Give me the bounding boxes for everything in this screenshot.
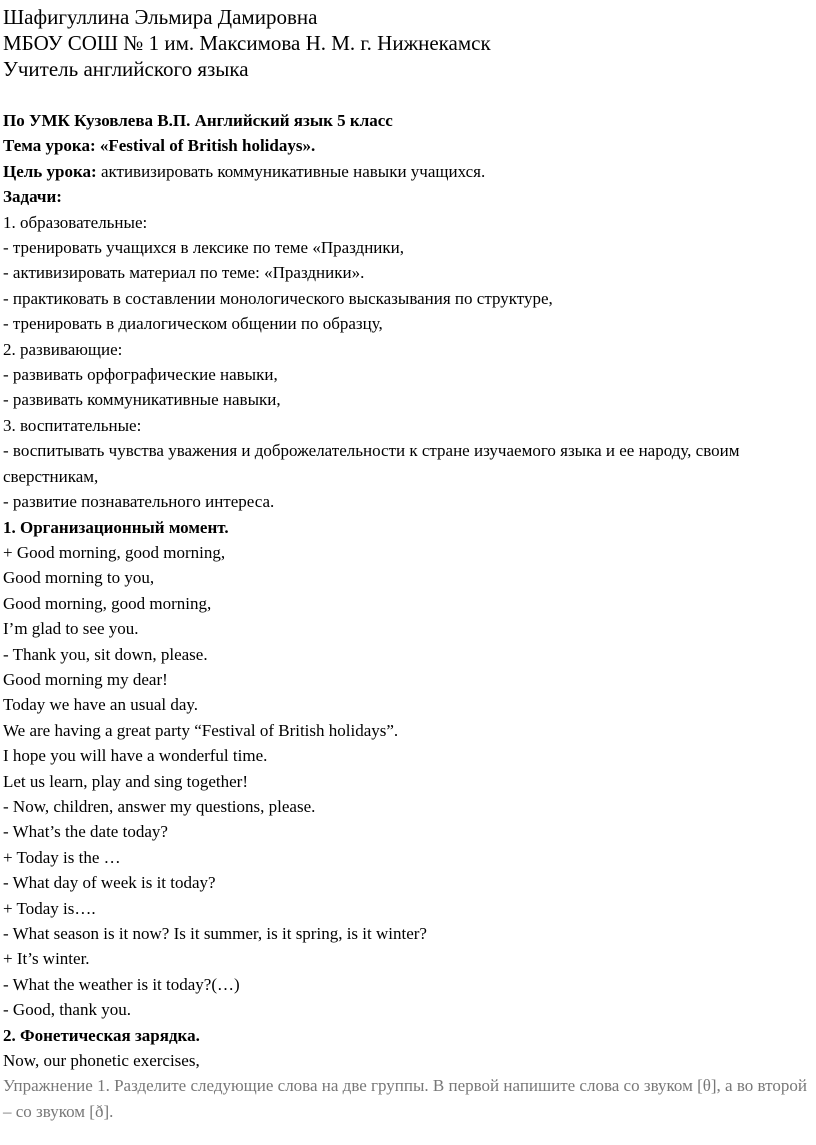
task-item: 2. развивающие: bbox=[3, 339, 123, 359]
goal-line bbox=[3, 159, 808, 184]
exercise-instruction: Упражнение 1. Разделите следующие слова на две группы. В первой напишите слова со звуком [θ], а во второй – со звуком [ð]. bbox=[3, 1076, 807, 1121]
tasks-label: Задачи: bbox=[3, 187, 62, 207]
dialogue-line: We are having a great party “Festival of British holidays”. bbox=[3, 720, 399, 740]
umk-text: По УМК Кузовлева В.П. Английский язык 5 класс bbox=[3, 111, 393, 130]
task-item: - развитие познавательного интереса. bbox=[3, 492, 275, 512]
dialogue-line: - Good, thank you. bbox=[3, 1000, 131, 1020]
dialogue-line: + Today is the … bbox=[3, 847, 121, 867]
task-item: - тренировать в диалогическом общении по образцу, bbox=[3, 314, 383, 334]
dialogue-line: I hope you will have a wonderful time. bbox=[3, 746, 268, 766]
school-name: МБОУ СОШ № 1 им. Максимова Н. М. г. Нижнекамск bbox=[3, 31, 491, 55]
dialogue-line: + It’s winter. bbox=[3, 949, 90, 969]
author-name: Шафигуллина Эльмира Дамировна bbox=[3, 5, 318, 29]
author-header bbox=[3, 4, 808, 82]
task-item: - тренировать учащихся в лексике по теме «Праздники, bbox=[3, 238, 405, 258]
goal-value: активизировать коммуникативные навыки учащихся. bbox=[100, 161, 486, 181]
section2-intro: Now, our phonetic exercises, bbox=[3, 1051, 200, 1071]
dialogue-line: - Thank you, sit down, please. bbox=[3, 644, 208, 664]
task-item: - практиковать в составлении монологического высказывания по структуре, bbox=[3, 288, 553, 308]
author-position: Учитель английского языка bbox=[3, 57, 249, 81]
section2-title: 2. Фонетическая зарядка. bbox=[3, 1025, 200, 1045]
task-item: 1. образовательные: bbox=[3, 212, 148, 232]
dialogue-line: - Now, children, answer my questions, please. bbox=[3, 796, 316, 816]
topic-label: Тема урока: bbox=[3, 136, 96, 156]
task-item: - активизировать материал по теме: «Праздники». bbox=[3, 263, 365, 283]
umk-line bbox=[3, 108, 808, 133]
dialogue-line: Good morning to you, bbox=[3, 568, 155, 588]
dialogue-line: - What season is it now? Is it summer, is it spring, is it winter? bbox=[3, 924, 427, 943]
topic-value: «Festival of British holidays». bbox=[99, 136, 316, 156]
dialogue-line: - What the weather is it today?(…) bbox=[3, 974, 240, 994]
task-item: - развивать орфографические навыки, bbox=[3, 365, 278, 385]
topic-line bbox=[3, 133, 808, 158]
dialogue-line: Let us learn, play and sing together! bbox=[3, 771, 249, 791]
dialogue-line: - What day of week is it today? bbox=[3, 873, 216, 893]
dialogue-line: Today we have an usual day. bbox=[3, 695, 199, 715]
dialogue-line: Good morning, good morning, bbox=[3, 593, 212, 613]
task-item: - развивать коммуникативные навыки, bbox=[3, 390, 281, 410]
dialogue-line: I’m glad to see you. bbox=[3, 619, 139, 639]
task-item: - воспитывать чувства уважения и доброжелательности к стране изучаемого языка и ее народу, своим сверстникам, bbox=[3, 441, 740, 486]
goal-label: Цель урока: bbox=[3, 161, 97, 181]
section1-title: 1. Организационный момент. bbox=[3, 517, 229, 537]
dialogue-line: Good morning my dear! bbox=[3, 669, 168, 689]
task-item: 3. воспитательные: bbox=[3, 415, 142, 435]
dialogue-line: - What’s the date today? bbox=[3, 822, 168, 842]
dialogue-line: + Good morning, good morning, bbox=[3, 542, 226, 562]
dialogue-line: + Today is…. bbox=[3, 898, 96, 918]
